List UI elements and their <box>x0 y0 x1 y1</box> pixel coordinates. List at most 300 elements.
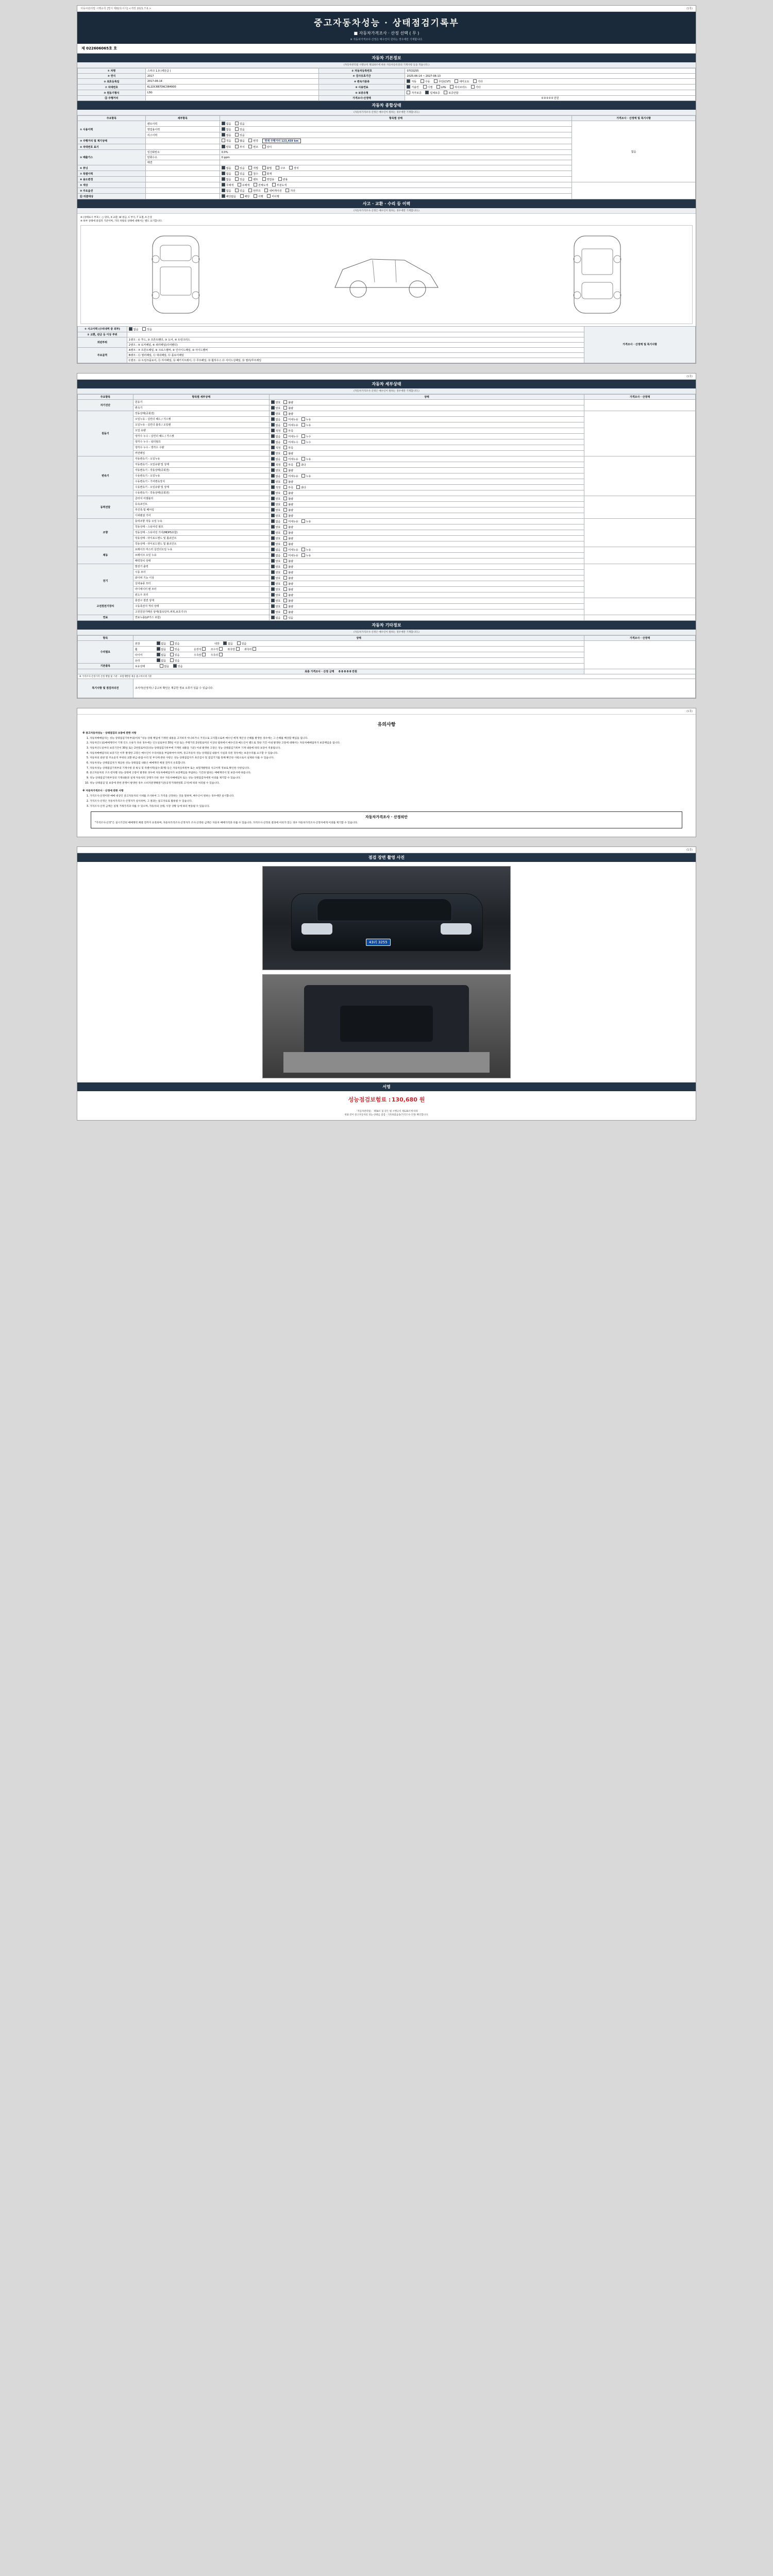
checkbox-alt1[interactable] <box>283 553 287 557</box>
checkbox-none[interactable] <box>223 641 227 645</box>
checkbox-primary[interactable] <box>271 565 275 568</box>
state-options[interactable] <box>220 127 572 132</box>
checkbox-different[interactable] <box>262 145 266 148</box>
checkbox-none[interactable] <box>160 664 163 668</box>
checkbox-primary[interactable] <box>271 616 275 619</box>
checkbox-primary[interactable] <box>271 417 275 421</box>
checkbox-alt1[interactable] <box>283 417 287 421</box>
detail-item-state[interactable] <box>269 433 584 439</box>
checkbox-device[interactable] <box>289 166 293 170</box>
checkbox-alt1[interactable] <box>283 582 287 585</box>
checkbox-primary[interactable] <box>271 536 275 540</box>
footer-note <box>77 1109 696 1120</box>
opt-label: 없음 <box>226 123 231 126</box>
detail-group-label: 변속기 <box>78 456 133 496</box>
checkbox-alt1[interactable] <box>283 616 287 619</box>
opt-label: 양호 <box>275 497 281 501</box>
checkbox-alt2[interactable] <box>296 485 300 489</box>
opt-label: 부식 <box>240 146 245 149</box>
opt-label: 있음 <box>288 616 294 620</box>
detail-item-state[interactable] <box>269 564 584 569</box>
detail-item-label: 오일누유 - 실린더 헤드 / 가스켓 <box>133 416 269 422</box>
detail-item-state[interactable] <box>269 592 584 598</box>
checkbox-company-warranty[interactable] <box>425 91 429 94</box>
detail-item-state[interactable] <box>269 422 584 428</box>
detail-item-state[interactable] <box>269 473 584 479</box>
checkbox-primary[interactable] <box>271 406 275 410</box>
opt-label: 양호 <box>275 594 281 597</box>
checkbox-primary[interactable] <box>271 474 275 478</box>
checkbox-structure[interactable] <box>276 166 279 170</box>
checkbox-alt1[interactable] <box>283 412 287 415</box>
checkbox-alt1[interactable] <box>283 548 287 551</box>
checkbox-none[interactable] <box>157 641 160 645</box>
cell-value <box>127 332 584 337</box>
checkbox-achromatic[interactable] <box>222 183 225 187</box>
checkbox-primary[interactable] <box>271 468 275 472</box>
opt-label: 없음 <box>228 642 233 646</box>
checkbox-exists[interactable] <box>170 641 174 645</box>
checkbox-alt1[interactable] <box>283 463 287 466</box>
checkbox-alt1[interactable] <box>283 508 287 512</box>
checkbox-alt1[interactable] <box>283 604 287 608</box>
car-front-view-icon <box>137 231 214 318</box>
checkbox-option-etc[interactable] <box>285 189 289 192</box>
etc-info-table <box>77 635 696 698</box>
opt-label: 기타 <box>478 80 483 83</box>
detail-item-label: 윈도우 모터 <box>133 592 269 598</box>
checkbox-exists[interactable] <box>235 177 239 181</box>
detail-item-label: 변속기 <box>133 405 269 411</box>
page-title: 중고자동차성능 · 상태점검기록부 <box>314 18 459 28</box>
etc-tire-row[interactable] <box>133 652 584 657</box>
detail-item-state[interactable] <box>269 416 584 422</box>
checkbox-alt1[interactable] <box>283 502 287 506</box>
notice-sec1-title: ※ 중고자동차성능 · 상태점검의 보증에 관한 사항 <box>82 732 137 735</box>
checkbox-primary[interactable] <box>271 434 275 438</box>
checkbox-alt1[interactable] <box>283 531 287 534</box>
etc-exterior-row[interactable] <box>133 640 584 646</box>
checkbox-alt1[interactable] <box>283 536 287 540</box>
vehicle-front-photo[interactable] <box>262 866 511 970</box>
detail-item-state[interactable] <box>269 615 584 620</box>
checkbox-exists[interactable] <box>235 172 239 175</box>
insurance-fee-value: 130,680 원 <box>391 1096 425 1104</box>
checkbox-alt1[interactable] <box>283 599 287 602</box>
checkbox-full-repaint[interactable] <box>254 183 257 187</box>
checkbox-exists[interactable] <box>235 189 239 192</box>
checkbox-sunroof[interactable] <box>248 189 252 192</box>
vehicle-underbody-photo[interactable] <box>262 974 511 1078</box>
detail-item-label: 작동상태 - 스티어링 펌프 <box>133 524 269 530</box>
checkbox-alt1[interactable] <box>283 570 287 574</box>
detail-item-state[interactable] <box>269 547 584 552</box>
sheet-1 <box>77 5 696 364</box>
checkbox-alt1[interactable] <box>283 434 287 438</box>
checkbox-pos[interactable] <box>202 653 206 656</box>
checkbox-primary[interactable] <box>271 440 275 444</box>
detail-item-label: 커먼레일 <box>133 450 269 456</box>
checkbox-none[interactable] <box>222 177 225 181</box>
notice-section <box>77 715 696 837</box>
tuning-options[interactable] <box>220 165 572 171</box>
usage-change-options[interactable] <box>220 177 572 182</box>
notice-title: 유의사항 <box>377 722 396 727</box>
checkbox-primary[interactable] <box>271 480 275 483</box>
checkbox-chromatic[interactable] <box>238 183 241 187</box>
checkbox-primary[interactable] <box>271 610 275 614</box>
recall-options[interactable] <box>220 194 572 199</box>
checkbox-alt1[interactable] <box>283 593 287 597</box>
checkbox-alt2[interactable] <box>301 548 305 551</box>
detail-item-state[interactable] <box>269 462 584 467</box>
checkbox-applicable[interactable] <box>240 194 244 198</box>
checkbox-alt2[interactable] <box>301 457 305 461</box>
checkbox-alt1[interactable] <box>283 480 287 483</box>
sub-label: 외장 <box>135 642 140 646</box>
detail-item-state[interactable] <box>269 598 584 603</box>
checkbox-primary[interactable] <box>271 446 275 449</box>
checkbox-hybrid[interactable] <box>450 85 453 89</box>
cell-value <box>145 96 318 101</box>
checkbox-trans-etc[interactable] <box>473 79 477 83</box>
emission-co-value: 0.0% <box>221 150 228 154</box>
checkbox-fire[interactable] <box>262 172 266 175</box>
checkbox-primary[interactable] <box>271 582 275 585</box>
checkbox-diesel[interactable] <box>423 85 427 89</box>
opt-label: 불량 <box>288 543 294 546</box>
car-diagram[interactable] <box>80 225 693 324</box>
checkbox-primary[interactable] <box>271 514 275 517</box>
page-mark: (1쪽) <box>686 709 693 713</box>
checkbox-alt2[interactable] <box>301 553 305 557</box>
transmission-options[interactable] <box>405 79 696 84</box>
checkbox-primary[interactable] <box>271 429 275 432</box>
sheet-header <box>77 6 696 12</box>
checkbox-exists[interactable] <box>142 327 146 331</box>
checkbox-alt1[interactable] <box>283 559 287 563</box>
emission-hc <box>220 155 572 160</box>
opt-label: 있음 <box>240 128 245 131</box>
detail-item-state[interactable] <box>269 603 584 609</box>
detail-item-state[interactable] <box>269 609 584 615</box>
checkbox-primary[interactable] <box>271 604 275 608</box>
checkbox-exists[interactable] <box>237 641 241 645</box>
checkbox-legal[interactable] <box>248 166 252 170</box>
cell-label <box>145 144 220 150</box>
checkbox-primary[interactable] <box>271 542 275 546</box>
checkbox-primary[interactable] <box>271 559 275 563</box>
table-row <box>78 564 696 569</box>
checkbox-gasoline[interactable] <box>407 85 410 89</box>
opt-label: 자동 <box>411 80 417 83</box>
etc-wheel-row[interactable] <box>133 646 584 652</box>
detail-item-state[interactable] <box>269 428 584 433</box>
checkbox-primary[interactable] <box>271 400 275 404</box>
checkbox-pos[interactable] <box>253 647 256 651</box>
checkbox-alt1[interactable] <box>283 423 287 427</box>
opt-label: 누유 <box>306 548 311 552</box>
checkbox-primary[interactable] <box>271 593 275 597</box>
table-row <box>78 90 696 96</box>
checkbox-cvt[interactable] <box>434 79 438 83</box>
cell-label: ⑤ 최초등록일 <box>78 79 146 84</box>
checkbox-partial-repaint[interactable] <box>272 183 276 187</box>
opt-label: 미세누유 <box>288 423 298 427</box>
checkbox-primary[interactable] <box>271 548 275 551</box>
checkbox-altered[interactable] <box>248 145 252 148</box>
checkbox-none[interactable] <box>222 166 225 170</box>
checkbox-navigation[interactable] <box>264 189 268 192</box>
detail-item-state[interactable] <box>269 445 584 450</box>
checkbox-auto[interactable] <box>407 79 410 83</box>
checkbox-alt1[interactable] <box>283 474 287 478</box>
checkbox-alt2[interactable] <box>301 434 305 438</box>
section-basic-info-title: 자동차 기본정보 <box>77 54 696 62</box>
cell-label: ② 교환, 판금 등 이상 부위 <box>78 332 127 337</box>
detail-item-state[interactable] <box>269 575 584 581</box>
checkbox-no-warranty[interactable] <box>444 91 447 94</box>
opt-label: 있음 <box>174 642 180 646</box>
checkbox-none[interactable] <box>222 122 225 125</box>
cell-label: 영업용이력 <box>145 127 220 132</box>
checkbox-alt2[interactable] <box>301 423 305 427</box>
checkbox-low[interactable] <box>222 139 225 142</box>
checkbox-alt1[interactable] <box>283 610 287 614</box>
checkbox-exists[interactable] <box>170 658 174 662</box>
options-list[interactable] <box>220 188 572 194</box>
checkbox-primary[interactable] <box>271 497 275 500</box>
detail-item-state[interactable] <box>269 541 584 547</box>
checkbox-primary[interactable] <box>271 508 275 512</box>
final-price-cell <box>584 669 696 674</box>
detail-item-state[interactable] <box>269 507 584 513</box>
checkbox-alt2[interactable] <box>301 440 305 444</box>
etc-glass-row[interactable] <box>133 657 584 663</box>
checkbox-alt1[interactable] <box>283 457 287 461</box>
checkbox-high[interactable] <box>235 139 239 142</box>
checkbox-none[interactable] <box>222 127 225 131</box>
basic-info-table <box>77 68 696 101</box>
checkbox-pos[interactable] <box>219 647 223 651</box>
state-options[interactable] <box>220 132 572 138</box>
detail-item-state[interactable] <box>269 399 584 405</box>
cell-value: 2025-06-14 ~ 2027-06-13 <box>405 74 696 79</box>
opt-label: 부족 <box>288 446 294 450</box>
checkbox-exists[interactable] <box>173 664 177 668</box>
detail-item-state[interactable] <box>269 558 584 564</box>
checkbox-lpg[interactable] <box>436 85 440 89</box>
opt-label: 내비게이션 <box>269 190 282 193</box>
checkbox-alt2[interactable] <box>301 519 305 523</box>
checkbox-alt1[interactable] <box>283 542 287 546</box>
detail-item-state[interactable] <box>269 484 584 490</box>
opt-label: 기타 <box>290 190 295 193</box>
checkbox-primary[interactable] <box>271 485 275 489</box>
state-options[interactable] <box>220 121 572 127</box>
opt-label: 없음 <box>275 423 281 427</box>
checkbox-alt1[interactable] <box>283 406 287 410</box>
detail-item-state[interactable] <box>269 586 584 592</box>
opt-label: 있음 <box>177 665 183 668</box>
checkbox-pos[interactable] <box>219 653 223 656</box>
detail-item-label: 실내송풍 모터 <box>133 581 269 586</box>
cell-value: 07O3255 <box>405 69 696 74</box>
checkbox-business[interactable] <box>262 177 266 181</box>
checkbox-primary[interactable] <box>271 451 275 455</box>
detail-item-state[interactable] <box>269 490 584 496</box>
checkbox-alt1[interactable] <box>283 587 287 591</box>
detail-item-state[interactable] <box>269 496 584 501</box>
opt-label: 디젤 <box>427 86 433 89</box>
detail-item-state[interactable] <box>269 552 584 558</box>
warranty-options[interactable] <box>405 90 696 96</box>
checkbox-alt1[interactable] <box>283 576 287 580</box>
checkbox-pos[interactable] <box>236 647 240 651</box>
table-row <box>78 547 696 552</box>
detail-item-state[interactable] <box>269 450 584 456</box>
checkbox-not-applicable[interactable] <box>222 194 225 198</box>
detail-item-state[interactable] <box>269 411 584 416</box>
checkbox-alt1[interactable] <box>283 440 287 444</box>
checkbox-exists[interactable] <box>235 127 239 131</box>
checkbox-primary[interactable] <box>271 423 275 427</box>
checkbox-fuel-etc[interactable] <box>471 85 475 89</box>
detail-item-state[interactable] <box>269 530 584 535</box>
checkbox-alt2[interactable] <box>296 463 300 466</box>
mileage-state[interactable] <box>220 138 572 144</box>
detail-item-state[interactable] <box>269 569 584 575</box>
checkbox-alt1[interactable] <box>283 491 287 495</box>
checkbox-good[interactable] <box>222 145 225 148</box>
checkbox-none[interactable] <box>157 653 160 656</box>
checkbox-primary[interactable] <box>271 553 275 557</box>
checkbox-semiauto[interactable] <box>455 79 458 83</box>
detail-item-state[interactable] <box>269 439 584 445</box>
checkbox-primary[interactable] <box>271 525 275 529</box>
checkbox-unfulfilled[interactable] <box>267 194 271 198</box>
checkbox-flood[interactable] <box>248 172 252 175</box>
cell-label: ④ 검사유효기간 <box>318 74 405 79</box>
checkbox-none[interactable] <box>157 647 160 651</box>
detail-item-state[interactable] <box>269 479 584 484</box>
checkbox-self-warranty[interactable] <box>407 91 410 94</box>
col-sub-item: 항목별 세부상태 <box>133 394 269 399</box>
notice-item: 10. 성능·상태점검 및 보증에 관한 분쟁이 발생한 경우 소비자분쟁해결기준(공정거래위원회 고시)에 따라 처리될 수 있습니다. <box>90 782 691 786</box>
checkbox-alt1[interactable] <box>283 514 287 517</box>
checkbox-primary[interactable] <box>271 576 275 580</box>
checkbox-illegal[interactable] <box>262 166 266 170</box>
notice-item: 1. 자동차매매업자는 성능·상태점검기록부의(이하 "성능·상태 책임에 기재된 내용을 고지하지 아니하거나 거짓으로 고지함으로써 매수인 에게 재산상 손해를 발생한 경우에는 그 손해를 배상할 책임을 집니다. <box>90 737 691 741</box>
checkbox-changed[interactable] <box>248 139 252 142</box>
cell-label: ⑥ 튜닝 <box>78 165 146 171</box>
checkbox-pos[interactable] <box>202 647 206 651</box>
detail-group-label: 전기 <box>78 564 133 598</box>
detail-item-label: 수동변속기 - 기어변속장치 <box>133 479 269 484</box>
table-row <box>78 399 696 405</box>
accident-history-options[interactable] <box>127 326 584 332</box>
checkbox-alt1[interactable] <box>283 400 287 404</box>
opt-label: 미세누유 <box>288 418 298 421</box>
emission-co <box>220 150 572 155</box>
checkbox-primary[interactable] <box>271 491 275 495</box>
color-options[interactable] <box>220 182 572 188</box>
checkbox-primary[interactable] <box>271 519 275 523</box>
special-history-options[interactable] <box>220 171 572 177</box>
checkbox-none[interactable] <box>157 658 160 662</box>
checkbox-primary[interactable] <box>271 599 275 602</box>
checkbox-primary[interactable] <box>271 570 275 574</box>
price-estimate-value: 0 0 0 0 0 만원 <box>405 96 696 101</box>
fuel-options[interactable] <box>405 84 696 90</box>
table-row <box>78 96 696 101</box>
checkbox-rent[interactable] <box>248 177 252 181</box>
detail-item-state[interactable] <box>269 535 584 541</box>
detail-item-state[interactable] <box>269 501 584 507</box>
detail-item-state[interactable] <box>269 513 584 518</box>
detail-item-state[interactable] <box>269 518 584 524</box>
checkbox-alt1[interactable] <box>283 429 287 432</box>
checkbox-primary[interactable] <box>271 502 275 506</box>
checkbox-primary[interactable] <box>271 463 275 466</box>
detail-item-state[interactable] <box>269 524 584 530</box>
checkbox-official[interactable] <box>278 177 282 181</box>
checkbox-alt1[interactable] <box>283 485 287 489</box>
document-number-row <box>77 44 696 54</box>
table-header-row <box>78 394 696 399</box>
checkbox-exists[interactable] <box>170 653 174 656</box>
checkbox-alt1[interactable] <box>283 497 287 500</box>
checkbox-exists[interactable] <box>170 647 174 651</box>
checkbox-exists[interactable] <box>235 166 239 170</box>
detail-item-state[interactable] <box>269 467 584 473</box>
checkbox-alt1[interactable] <box>283 468 287 472</box>
checkbox-alt1[interactable] <box>283 451 287 455</box>
opt-label: 양호 <box>275 577 281 580</box>
checkbox-alt2[interactable] <box>301 417 305 421</box>
checkbox-manual[interactable] <box>421 79 424 83</box>
checkbox-alt2[interactable] <box>301 474 305 478</box>
checkbox-fulfilled[interactable] <box>254 194 257 198</box>
opt-label: 부족 <box>288 463 294 467</box>
checkbox-alt1[interactable] <box>283 565 287 568</box>
checkbox-alt1[interactable] <box>283 519 287 523</box>
checkbox-corroded[interactable] <box>235 145 239 148</box>
checkbox-primary[interactable] <box>271 457 275 461</box>
checkbox-primary[interactable] <box>271 412 275 415</box>
checkbox-none[interactable] <box>222 133 225 137</box>
etc-basic-items-row[interactable] <box>133 663 584 669</box>
opt-label: 불량 <box>288 560 294 563</box>
vin-state[interactable] <box>220 144 572 150</box>
cell-label: ④ 차대번호 표기 <box>78 144 146 150</box>
checkbox-primary[interactable] <box>271 587 275 591</box>
checkbox-none[interactable] <box>222 172 225 175</box>
signature-body <box>77 1091 696 1109</box>
cell-value: 스파크 1.0 (세단급 ) <box>145 69 318 74</box>
detail-item-state[interactable] <box>269 456 584 462</box>
checkbox-primary[interactable] <box>271 531 275 534</box>
opt-label: 미세누유 <box>288 474 298 478</box>
checkbox-none[interactable] <box>222 189 225 192</box>
checkbox-none[interactable] <box>129 327 132 331</box>
detail-item-state[interactable] <box>269 405 584 411</box>
checkbox-alt1[interactable] <box>283 446 287 449</box>
checkbox-exists[interactable] <box>235 133 239 137</box>
checkbox-exists[interactable] <box>235 122 239 125</box>
detail-item-state[interactable] <box>269 581 584 586</box>
checkbox-alt1[interactable] <box>283 525 287 529</box>
